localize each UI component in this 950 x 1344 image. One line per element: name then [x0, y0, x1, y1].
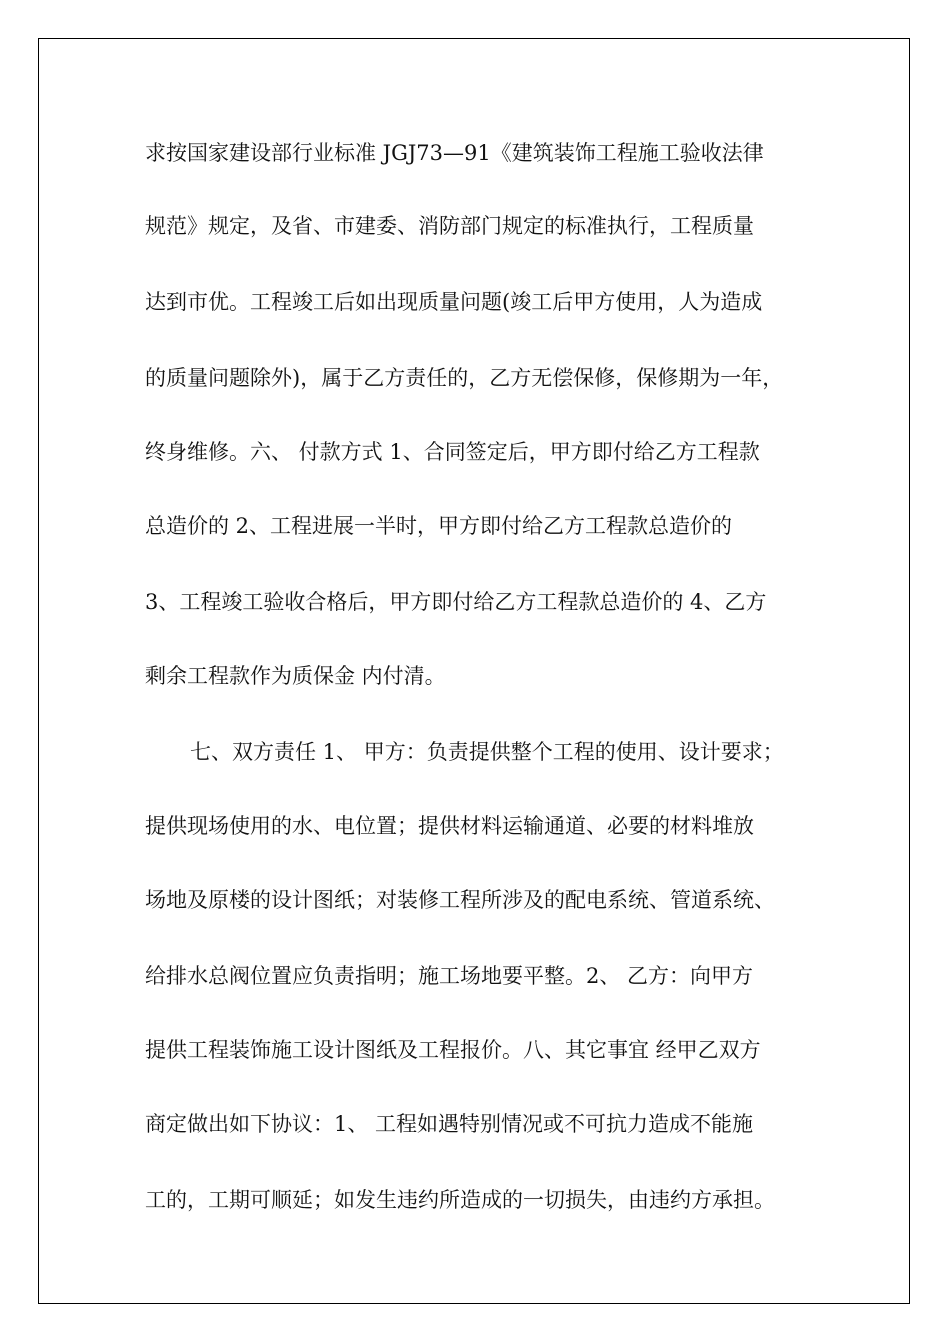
text-line: 总造价的 2、工程进展一半时，甲方即付给乙方工程款总造价的 [145, 514, 733, 538]
text-line: 给排水总阀位置应负责指明；施工场地要平整。2、 乙方：向甲方 [145, 964, 754, 988]
text-line: 场地及原楼的设计图纸；对装修工程所涉及的配电系统、管道系统、 [145, 888, 775, 912]
text-line: 剩余工程款作为质保金 内付清。 [145, 664, 446, 688]
text-line: 工的，工期可顺延；如发生违约所造成的一切损失，由违约方承担。 [145, 1188, 775, 1212]
text-line: 商定做出如下协议：1、 工程如遇特别情况或不可抗力造成不能施 [145, 1112, 754, 1136]
paragraph-start-line: 七、双方责任 1、 甲方：负责提供整个工程的使用、设计要求； [190, 740, 784, 764]
text-line: 规范》规定，及省、市建委、消防部门规定的标准执行，工程质量 [145, 214, 754, 238]
text-line: 3、工程竣工验收合格后，甲方即付给乙方工程款总造价的 4、乙方 [145, 590, 767, 614]
text-line: 的质量问题除外)，属于乙方责任的，乙方无偿保修，保修期为一年， [145, 366, 784, 390]
text-line: 达到市优。工程竣工后如出现质量问题(竣工后甲方使用，人为造成 [145, 290, 763, 314]
text-line: 提供工程装饰施工设计图纸及工程报价。八、其它事宜 经甲乙双方 [145, 1038, 761, 1062]
text-line: 提供现场使用的水、电位置；提供材料运输通道、必要的材料堆放 [145, 814, 754, 838]
text-line: 求按国家建设部行业标准 JGJ73—91《建筑装饰工程施工验收法律 [145, 141, 764, 165]
text-line: 终身维修。六、 付款方式 1、合同签定后，甲方即付给乙方工程款 [145, 440, 760, 464]
